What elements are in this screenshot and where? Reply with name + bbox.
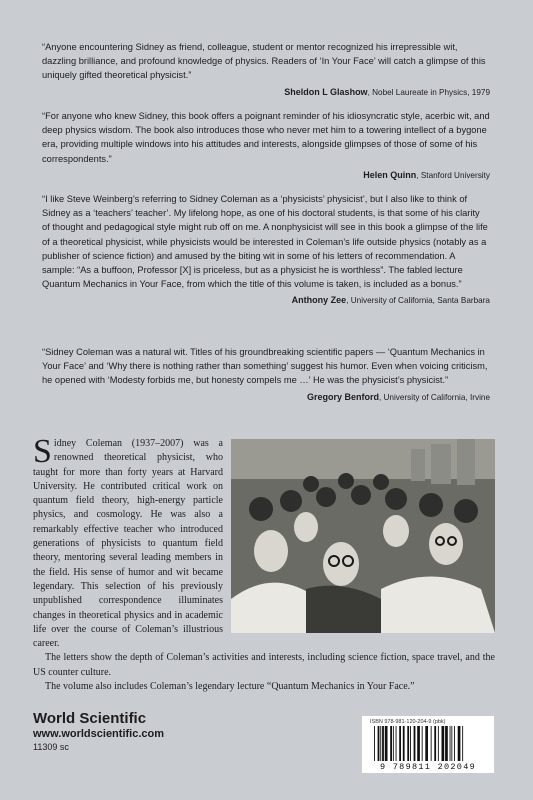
publisher-name: World Scientific: [33, 710, 147, 727]
quote-attribution: [42, 391, 490, 404]
quote-author: Anthony Zee: [291, 295, 347, 306]
quote-author: Sheldon L Glashow: [284, 86, 368, 97]
isbn-label: ISBN 978-981-120-204-9 (pbk): [370, 719, 446, 725]
quote-affiliation: , Stanford University: [416, 170, 490, 180]
quote-affiliation: , University of California, Irvine: [378, 392, 490, 402]
quote-glashow: [42, 40, 490, 99]
quote-author: Helen Quinn: [363, 169, 417, 180]
quote-affiliation: , University of California, Santa Barbara: [346, 296, 490, 306]
quote-text: “Sidney Coleman was a natural wit. Titles of his groundbreaking scientific papers — ‘Quantum Mechanics in Your Face’ and ‘Why there is nothing rather than something’ suggest his humor. Even when voicing criticism, he opened with ‘Modesty forbids me, but honesty compels me …’ He was the physicist’s physicist.”: [42, 347, 488, 386]
quote-author: Gregory Benford: [306, 391, 379, 402]
quote-attribution: [42, 294, 490, 307]
quote-text: “Anyone encountering Sidney as friend, colleague, student or mentor recognized his irrepressible wit, dazzling brilliance, and profound knowledge of physics. Readers of ‘In Your Face’ will catch a glimpse of this uniquely gifted theoretical physicist.”: [42, 42, 486, 81]
bio-paragraph: The letters show the depth of Coleman’s activities and interests, including science fiction, space travel, and the US counter culture.: [33, 652, 495, 678]
lecture-hall-photo: [231, 439, 495, 633]
quote-zee: [42, 192, 490, 307]
quote-text: “I like Steve Weinberg’s referring to Sidney Coleman as a ‘physicists’ physicist’, but I also like to think of Sidney as a ‘teachers’ teacher’. My lifelong hope, as one of his doctoral students, is that some of his clarity of thought and pedagogical style might rub off on me. A nonphysicist will see in this book a glimpse of the life of a theoretical physicist, while physicists would be interested in Coleman’s life outside physics (notably as a publisher of science fiction) and amused by the biting wit in some of his letters of recommendation. A sample: “As a buffoon, Professor [X] is priceless, but as a physicist he is worthless”. The fabled lecture Quantum Mechanics in Your Face, from which the title of this volume is taken, is included as a bonus.”: [42, 194, 488, 290]
dropcap-letter: S: [33, 433, 52, 470]
quote-text: “For anyone who knew Sidney, this book offers a poignant reminder of his idiosyncratic style, acerbic wit, and deep physics wisdom. The book also introduces those who never met him to a towering intellect of a bygone era, providing multiple windows into his attitudes and interests, alongside glimpses of those of some of his correspondents.”: [42, 111, 490, 164]
quote-affiliation: , Nobel Laureate in Physics, 1979: [367, 87, 490, 97]
bio-text: idney Coleman (1937–2007) was a renowned theoretical physicist, who taught for more than forty years at Harvard University. He contributed critical work on quantum field theory, high-energy particle physics, and cosmology. He was also a remarkably effective teacher who introduced generations of physicists to quantum field theory, mentoring several leading members in the field. His sense of humor and wit became legendary. This selection of his previously unpublished correspondence illuminates changes in theoretical physics and in academic life over the course of Coleman’s illustrious career.: [33, 438, 223, 650]
publisher-block: [33, 711, 164, 754]
publisher-url: www.worldscientific.com: [33, 728, 165, 740]
quote-quinn: [42, 109, 490, 182]
catalog-code: 11309 sc: [33, 742, 69, 752]
quote-attribution: [42, 169, 490, 182]
quote-attribution: [42, 86, 490, 99]
isbn-barcode: [362, 716, 494, 773]
barcode-number: 9 789811 202049: [379, 762, 476, 772]
quote-benford: [42, 345, 490, 404]
bio-paragraph: The volume also includes Coleman’s legendary lecture “Quantum Mechanics in Your Face.”: [45, 681, 415, 693]
author-bio: [33, 433, 495, 694]
